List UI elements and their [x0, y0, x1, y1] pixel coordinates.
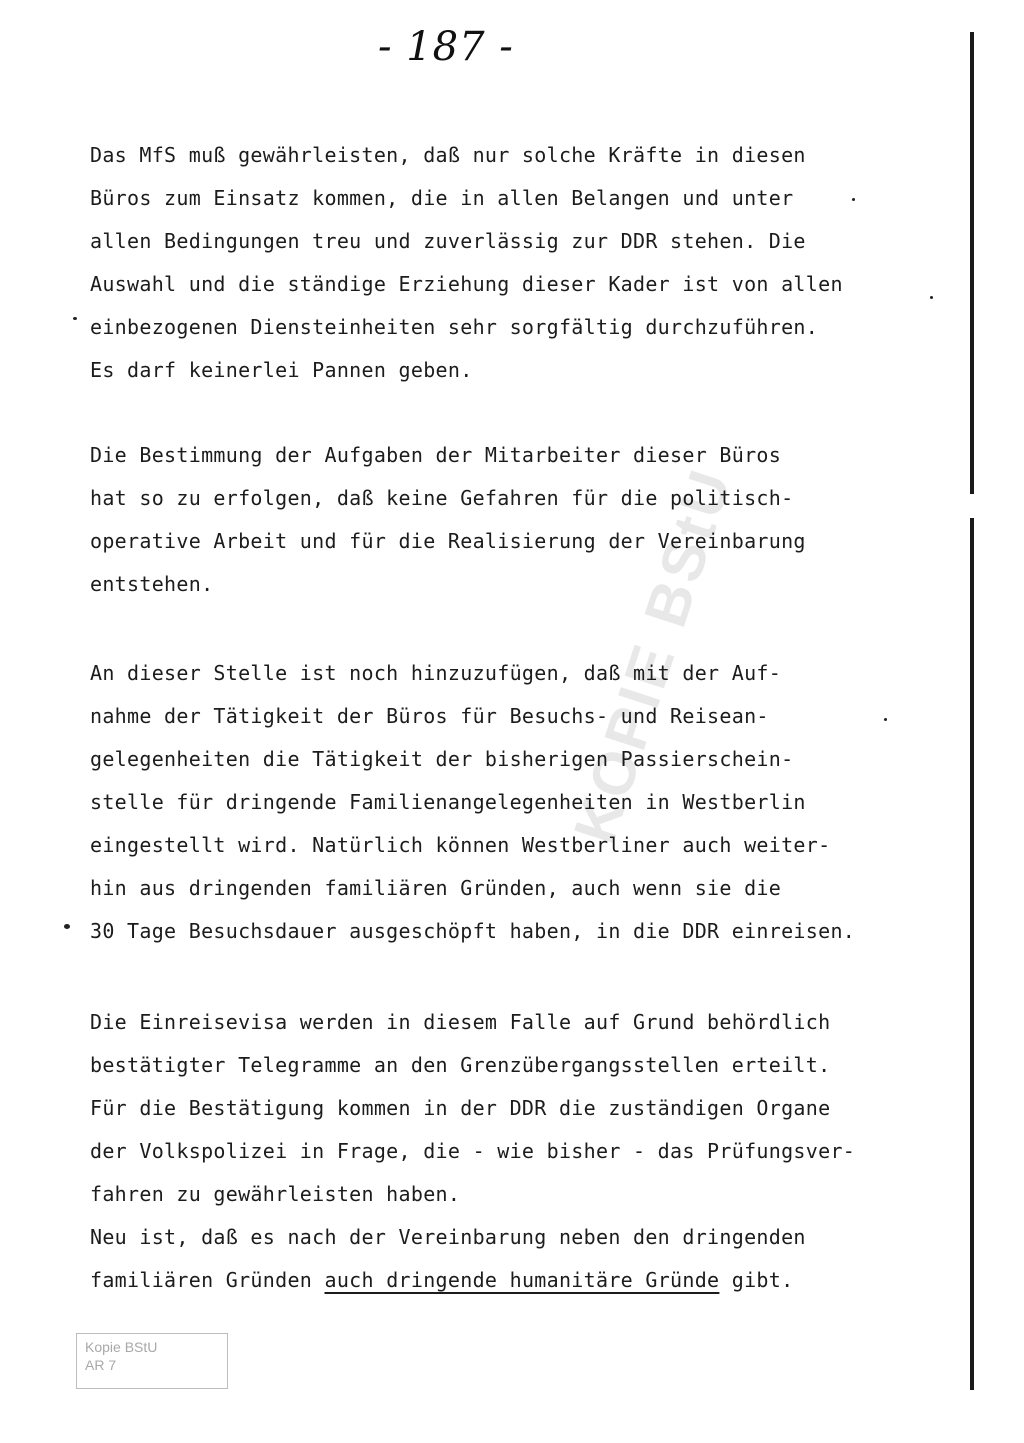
- text-line-with-underline: [90, 1259, 855, 1302]
- text-line: Die Einreisevisa werden in diesem Falle auf Grund behördlich: [90, 1010, 831, 1034]
- scan-speck: [884, 718, 887, 721]
- text-line: Büros zum Einsatz kommen, die in allen Belangen und unter: [90, 186, 794, 210]
- text-line: Das MfS muß gewährleisten, daß nur solche Kräfte in diesen: [90, 143, 806, 167]
- watermark-kopie: KOPIE BStU: [560, 459, 746, 852]
- paragraph-3: [90, 652, 855, 953]
- text-line: An dieser Stelle ist noch hinzuzufügen, daß mit der Auf-: [90, 661, 782, 685]
- text-segment: familiären Gründen: [90, 1268, 325, 1292]
- stamp-line-2: AR 7: [85, 1357, 117, 1373]
- text-segment: gibt.: [719, 1268, 794, 1292]
- underlined-phrase: auch dringende humanitäre Gründe: [324, 1268, 720, 1292]
- text-line: stelle für dringende Familienangelegenheiten in Westberlin: [90, 790, 806, 814]
- paragraph-1: [90, 134, 843, 392]
- text-line: Es darf keinerlei Pannen geben.: [90, 358, 473, 382]
- stamp-line-1: Kopie BStU: [85, 1339, 158, 1355]
- scan-speck: [73, 317, 77, 320]
- text-line: hat so zu erfolgen, daß keine Gefahren für die politisch-: [90, 486, 794, 510]
- archive-stamp: [76, 1333, 228, 1389]
- scan-edge-mark-bottom: [970, 518, 974, 1390]
- text-line: hin aus dringenden familiären Gründen, auch wenn sie die: [90, 876, 782, 900]
- text-line: entstehen.: [90, 572, 214, 596]
- text-line: nahme der Tätigkeit der Büros für Besuchs- und Reisean-: [90, 704, 769, 728]
- paragraph-2: [90, 434, 806, 606]
- text-line: 30 Tage Besuchsdauer ausgeschöpft haben, in die DDR einreisen.: [90, 919, 856, 943]
- scan-edge-mark-top: [970, 32, 974, 494]
- text-line: Auswahl und die ständige Erziehung dieser Kader ist von allen: [90, 272, 843, 296]
- text-line: Für die Bestätigung kommen in der DDR die zuständigen Organe: [90, 1096, 831, 1120]
- text-line: bestätigter Telegramme an den Grenzübergangsstellen erteilt.: [90, 1053, 831, 1077]
- scan-speck: [930, 296, 933, 299]
- text-line: Neu ist, daß es nach der Vereinbarung neben den dringenden: [90, 1225, 806, 1249]
- text-line: eingestellt wird. Natürlich können Westberliner auch weiter-: [90, 833, 831, 857]
- text-line: einbezogenen Diensteinheiten sehr sorgfältig durchzuführen.: [90, 315, 819, 339]
- paragraph-4: [90, 1001, 855, 1302]
- text-line: der Volkspolizei in Frage, die - wie bisher - das Prüfungsver-: [90, 1139, 856, 1163]
- scan-speck: [852, 198, 855, 201]
- text-line: gelegenheiten die Tätigkeit der bisherigen Passierschein-: [90, 747, 794, 771]
- text-line: fahren zu gewährleisten haben.: [90, 1182, 461, 1206]
- page-number: - 187 -: [378, 24, 514, 70]
- scan-speck: [64, 924, 70, 929]
- text-line: allen Bedingungen treu und zuverlässig zur DDR stehen. Die: [90, 229, 806, 253]
- text-line: operative Arbeit und für die Realisierung der Vereinbarung: [90, 529, 806, 553]
- text-line: Die Bestimmung der Aufgaben der Mitarbeiter dieser Büros: [90, 443, 782, 467]
